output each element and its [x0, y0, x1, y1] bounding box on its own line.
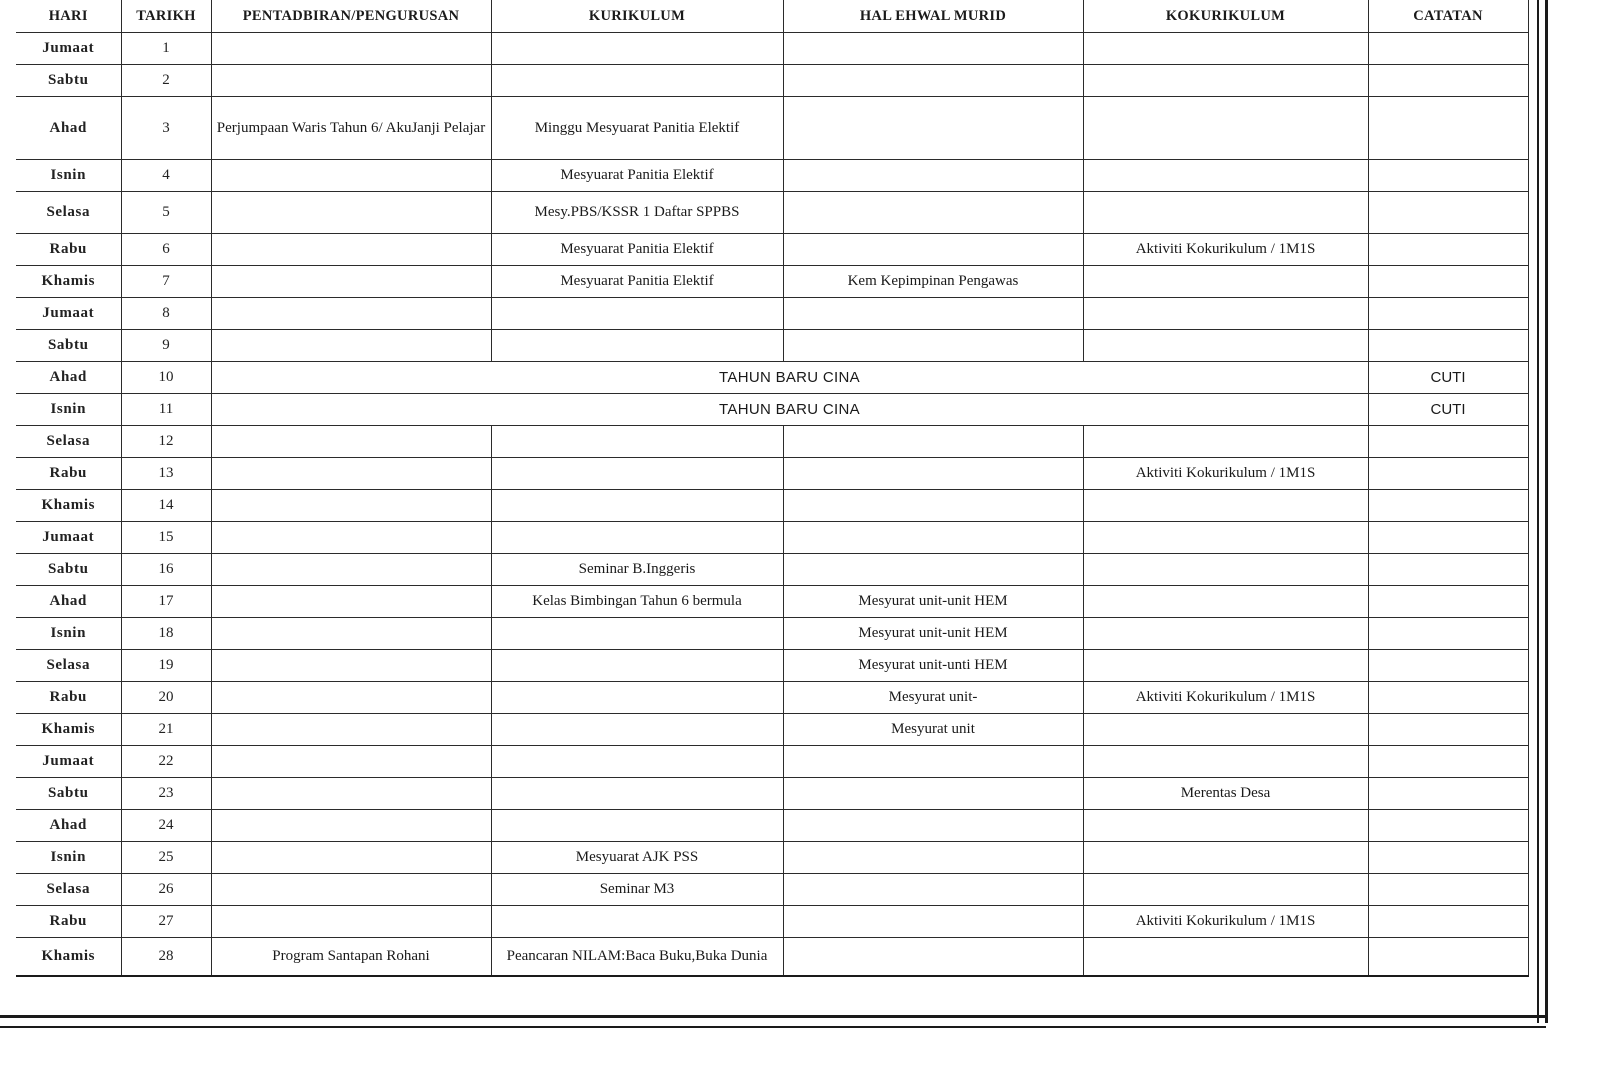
hem-cell — [783, 65, 1083, 97]
kokurikulum-cell: Aktiviti Kokurikulum / 1M1S — [1083, 458, 1368, 490]
date-cell: 26 — [121, 874, 211, 906]
kurikulum-cell: Mesyuarat AJK PSS — [491, 842, 783, 874]
date-cell: 18 — [121, 618, 211, 650]
kokurikulum-cell — [1083, 586, 1368, 618]
table-row — [16, 746, 1528, 778]
pentadbiran-cell — [211, 298, 491, 330]
table-row — [16, 842, 1528, 874]
catatan-cell: CUTI — [1368, 362, 1528, 394]
table-row — [16, 554, 1528, 586]
date-cell: 7 — [121, 266, 211, 298]
day-cell: Khamis — [16, 490, 121, 522]
catatan-cell — [1368, 938, 1528, 977]
catatan-cell — [1368, 234, 1528, 266]
date-cell: 1 — [121, 33, 211, 65]
hem-cell — [783, 522, 1083, 554]
pentadbiran-cell — [211, 842, 491, 874]
holiday-cell: TAHUN BARU CINA — [211, 362, 1368, 394]
kokurikulum-cell — [1083, 160, 1368, 192]
kurikulum-cell: Seminar M3 — [491, 874, 783, 906]
date-cell: 14 — [121, 490, 211, 522]
header-tarikh: TARIKH — [121, 0, 211, 33]
hem-cell — [783, 554, 1083, 586]
kokurikulum-cell — [1083, 65, 1368, 97]
day-cell: Khamis — [16, 938, 121, 977]
pentadbiran-cell — [211, 778, 491, 810]
hem-cell — [783, 234, 1083, 266]
page-frame-bottom — [0, 1015, 1546, 1028]
pentadbiran-cell — [211, 682, 491, 714]
kurikulum-cell — [491, 458, 783, 490]
day-cell: Selasa — [16, 874, 121, 906]
catatan-cell — [1368, 554, 1528, 586]
kokurikulum-cell — [1083, 714, 1368, 746]
table-row — [16, 618, 1528, 650]
pentadbiran-cell — [211, 330, 491, 362]
kokurikulum-cell — [1083, 192, 1368, 234]
date-cell: 3 — [121, 97, 211, 160]
kurikulum-cell: Minggu Mesyuarat Panitia Elektif — [491, 97, 783, 160]
pentadbiran-cell: Program Santapan Rohani — [211, 938, 491, 977]
day-cell: Isnin — [16, 618, 121, 650]
header-catatan: CATATAN — [1368, 0, 1528, 33]
hem-cell — [783, 746, 1083, 778]
date-cell: 8 — [121, 298, 211, 330]
header-kurikulum: KURIKULUM — [491, 0, 783, 33]
kokurikulum-cell — [1083, 298, 1368, 330]
day-cell: Sabtu — [16, 778, 121, 810]
catatan-cell — [1368, 522, 1528, 554]
kurikulum-cell — [491, 778, 783, 810]
hem-cell — [783, 778, 1083, 810]
hem-cell — [783, 160, 1083, 192]
hem-cell — [783, 874, 1083, 906]
hem-cell — [783, 33, 1083, 65]
kokurikulum-cell — [1083, 33, 1368, 65]
table-row — [16, 650, 1528, 682]
catatan-cell — [1368, 746, 1528, 778]
kurikulum-cell — [491, 746, 783, 778]
catatan-cell — [1368, 192, 1528, 234]
day-cell: Jumaat — [16, 746, 121, 778]
day-cell: Rabu — [16, 682, 121, 714]
kokurikulum-cell — [1083, 490, 1368, 522]
date-cell: 4 — [121, 160, 211, 192]
kurikulum-cell — [491, 33, 783, 65]
kokurikulum-cell — [1083, 874, 1368, 906]
kokurikulum-cell — [1083, 842, 1368, 874]
activity-calendar-table — [16, 0, 1529, 977]
catatan-cell — [1368, 682, 1528, 714]
table-row — [16, 298, 1528, 330]
pentadbiran-cell — [211, 746, 491, 778]
kurikulum-cell — [491, 490, 783, 522]
table-row — [16, 65, 1528, 97]
header-row — [16, 0, 1528, 33]
table-row — [16, 586, 1528, 618]
date-cell: 25 — [121, 842, 211, 874]
table-row — [16, 192, 1528, 234]
kokurikulum-cell: Aktiviti Kokurikulum / 1M1S — [1083, 906, 1368, 938]
hem-cell — [783, 810, 1083, 842]
catatan-cell — [1368, 810, 1528, 842]
hem-cell: Mesyurat unit-unti HEM — [783, 650, 1083, 682]
day-cell: Jumaat — [16, 33, 121, 65]
hem-cell — [783, 458, 1083, 490]
table-row — [16, 234, 1528, 266]
kurikulum-cell: Mesy.PBS/KSSR 1 Daftar SPPBS — [491, 192, 783, 234]
day-cell: Khamis — [16, 714, 121, 746]
pentadbiran-cell — [211, 192, 491, 234]
catatan-cell — [1368, 160, 1528, 192]
hem-cell — [783, 938, 1083, 977]
kokurikulum-cell — [1083, 522, 1368, 554]
table-row — [16, 810, 1528, 842]
table-row — [16, 458, 1528, 490]
date-cell: 21 — [121, 714, 211, 746]
table-row — [16, 522, 1528, 554]
hem-cell — [783, 298, 1083, 330]
date-cell: 9 — [121, 330, 211, 362]
catatan-cell — [1368, 458, 1528, 490]
kokurikulum-cell — [1083, 426, 1368, 458]
day-cell: Isnin — [16, 394, 121, 426]
kokurikulum-cell — [1083, 97, 1368, 160]
holiday-cell: TAHUN BARU CINA — [211, 394, 1368, 426]
pentadbiran-cell — [211, 234, 491, 266]
catatan-cell — [1368, 97, 1528, 160]
table-row — [16, 97, 1528, 160]
table-row — [16, 330, 1528, 362]
day-cell: Sabtu — [16, 554, 121, 586]
day-cell: Sabtu — [16, 330, 121, 362]
pentadbiran-cell — [211, 426, 491, 458]
date-cell: 5 — [121, 192, 211, 234]
date-cell: 10 — [121, 362, 211, 394]
catatan-cell — [1368, 906, 1528, 938]
date-cell: 23 — [121, 778, 211, 810]
catatan-cell — [1368, 33, 1528, 65]
pentadbiran-cell — [211, 266, 491, 298]
date-cell: 12 — [121, 426, 211, 458]
hem-cell: Mesyurat unit-unit HEM — [783, 618, 1083, 650]
catatan-cell — [1368, 266, 1528, 298]
catatan-cell — [1368, 490, 1528, 522]
kurikulum-cell: Seminar B.Inggeris — [491, 554, 783, 586]
day-cell: Selasa — [16, 426, 121, 458]
date-cell: 22 — [121, 746, 211, 778]
pentadbiran-cell — [211, 650, 491, 682]
kurikulum-cell — [491, 298, 783, 330]
pentadbiran-cell — [211, 714, 491, 746]
table-row — [16, 33, 1528, 65]
pentadbiran-cell — [211, 160, 491, 192]
hem-cell — [783, 97, 1083, 160]
catatan-cell — [1368, 618, 1528, 650]
calendar-body — [16, 33, 1528, 977]
kokurikulum-cell: Aktiviti Kokurikulum / 1M1S — [1083, 234, 1368, 266]
pentadbiran-cell — [211, 490, 491, 522]
table-row — [16, 490, 1528, 522]
table-row — [16, 362, 1528, 394]
day-cell: Rabu — [16, 906, 121, 938]
table-row — [16, 874, 1528, 906]
table-row — [16, 426, 1528, 458]
hem-cell: Mesyurat unit-unit HEM — [783, 586, 1083, 618]
pentadbiran-cell — [211, 906, 491, 938]
pentadbiran-cell — [211, 586, 491, 618]
hem-cell: Mesyurat unit- — [783, 682, 1083, 714]
day-cell: Sabtu — [16, 65, 121, 97]
catatan-cell: CUTI — [1368, 394, 1528, 426]
pentadbiran-cell — [211, 874, 491, 906]
kokurikulum-cell — [1083, 554, 1368, 586]
pentadbiran-cell — [211, 65, 491, 97]
hem-cell — [783, 426, 1083, 458]
day-cell: Ahad — [16, 97, 121, 160]
kokurikulum-cell: Merentas Desa — [1083, 778, 1368, 810]
day-cell: Jumaat — [16, 298, 121, 330]
kurikulum-cell — [491, 65, 783, 97]
hem-cell: Mesyurat unit — [783, 714, 1083, 746]
kurikulum-cell — [491, 906, 783, 938]
pentadbiran-cell — [211, 458, 491, 490]
catatan-cell — [1368, 842, 1528, 874]
table-row — [16, 714, 1528, 746]
page-frame-right — [1537, 0, 1548, 1023]
table-row — [16, 394, 1528, 426]
pentadbiran-cell — [211, 618, 491, 650]
kurikulum-cell: Mesyuarat Panitia Elektif — [491, 266, 783, 298]
kurikulum-cell — [491, 522, 783, 554]
kurikulum-cell — [491, 426, 783, 458]
table-row — [16, 266, 1528, 298]
table-row — [16, 906, 1528, 938]
day-cell: Ahad — [16, 586, 121, 618]
header-kokurikulum: KOKURIKULUM — [1083, 0, 1368, 33]
catatan-cell — [1368, 298, 1528, 330]
table-row — [16, 682, 1528, 714]
kurikulum-cell — [491, 714, 783, 746]
table-row — [16, 938, 1528, 977]
day-cell: Rabu — [16, 458, 121, 490]
kurikulum-cell — [491, 810, 783, 842]
hem-cell — [783, 842, 1083, 874]
date-cell: 19 — [121, 650, 211, 682]
catatan-cell — [1368, 330, 1528, 362]
kokurikulum-cell — [1083, 650, 1368, 682]
hem-cell: Kem Kepimpinan Pengawas — [783, 266, 1083, 298]
kokurikulum-cell — [1083, 938, 1368, 977]
day-cell: Jumaat — [16, 522, 121, 554]
date-cell: 2 — [121, 65, 211, 97]
kokurikulum-cell: Aktiviti Kokurikulum / 1M1S — [1083, 682, 1368, 714]
hem-cell — [783, 490, 1083, 522]
day-cell: Rabu — [16, 234, 121, 266]
day-cell: Ahad — [16, 810, 121, 842]
date-cell: 24 — [121, 810, 211, 842]
kurikulum-cell — [491, 650, 783, 682]
kurikulum-cell: Peancaran NILAM:Baca Buku,Buka Dunia — [491, 938, 783, 977]
kokurikulum-cell — [1083, 330, 1368, 362]
date-cell: 28 — [121, 938, 211, 977]
day-cell: Selasa — [16, 192, 121, 234]
kokurikulum-cell — [1083, 266, 1368, 298]
day-cell: Ahad — [16, 362, 121, 394]
kurikulum-cell — [491, 618, 783, 650]
table-row — [16, 778, 1528, 810]
date-cell: 15 — [121, 522, 211, 554]
hem-cell — [783, 906, 1083, 938]
catatan-cell — [1368, 778, 1528, 810]
header-hari: HARI — [16, 0, 121, 33]
day-cell: Khamis — [16, 266, 121, 298]
hem-cell — [783, 192, 1083, 234]
header-hal-ehwal-murid: HAL EHWAL MURID — [783, 0, 1083, 33]
day-cell: Isnin — [16, 842, 121, 874]
kokurikulum-cell — [1083, 618, 1368, 650]
date-cell: 16 — [121, 554, 211, 586]
kurikulum-cell: Kelas Bimbingan Tahun 6 bermula — [491, 586, 783, 618]
header-pentadbiran: PENTADBIRAN/PENGURUSAN — [211, 0, 491, 33]
kurikulum-cell: Mesyuarat Panitia Elektif — [491, 160, 783, 192]
date-cell: 17 — [121, 586, 211, 618]
kurikulum-cell — [491, 682, 783, 714]
kurikulum-cell: Mesyuarat Panitia Elektif — [491, 234, 783, 266]
date-cell: 20 — [121, 682, 211, 714]
day-cell: Selasa — [16, 650, 121, 682]
catatan-cell — [1368, 714, 1528, 746]
pentadbiran-cell — [211, 554, 491, 586]
date-cell: 6 — [121, 234, 211, 266]
catatan-cell — [1368, 65, 1528, 97]
pentadbiran-cell — [211, 522, 491, 554]
calendar-sheet — [16, 0, 1528, 977]
catatan-cell — [1368, 874, 1528, 906]
kurikulum-cell — [491, 330, 783, 362]
pentadbiran-cell — [211, 33, 491, 65]
date-cell: 13 — [121, 458, 211, 490]
table-row — [16, 160, 1528, 192]
pentadbiran-cell: Perjumpaan Waris Tahun 6/ AkuJanji Pelajar — [211, 97, 491, 160]
date-cell: 11 — [121, 394, 211, 426]
kokurikulum-cell — [1083, 746, 1368, 778]
hem-cell — [783, 330, 1083, 362]
catatan-cell — [1368, 426, 1528, 458]
catatan-cell — [1368, 586, 1528, 618]
kokurikulum-cell — [1083, 810, 1368, 842]
pentadbiran-cell — [211, 810, 491, 842]
catatan-cell — [1368, 650, 1528, 682]
day-cell: Isnin — [16, 160, 121, 192]
date-cell: 27 — [121, 906, 211, 938]
